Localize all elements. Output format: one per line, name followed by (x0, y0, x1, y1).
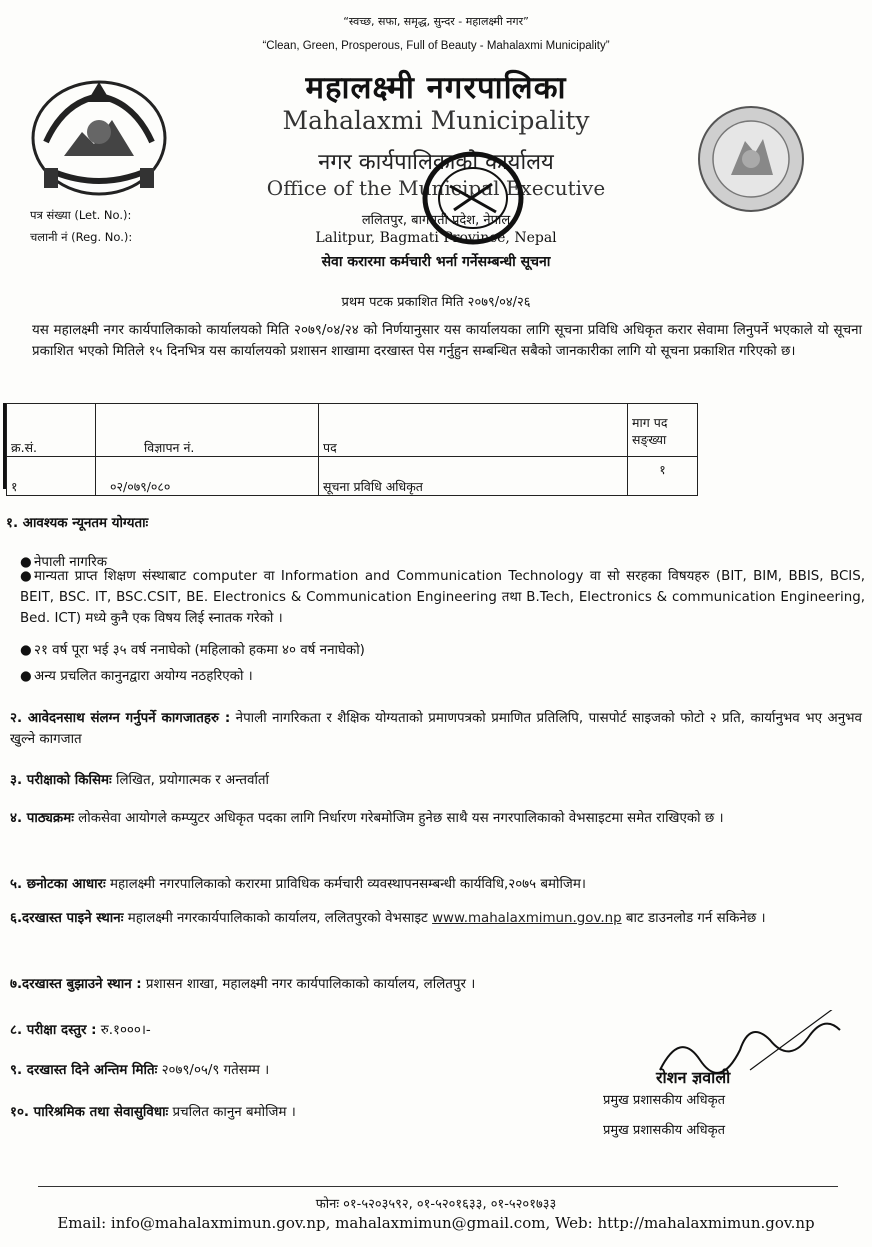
section-text: प्रशासन शाखा, महालक्ष्मी नगर कार्यपालिकाको कार्यालय, ललितपुर । (145, 977, 476, 992)
list-item-text: २१ वर्ष पूरा भई ३५ वर्ष ननाघेको (महिलाको हकमा ४० वर्ष ननाघेको) (34, 643, 365, 658)
list-item (20, 666, 865, 687)
nepal-emblem-icon (24, 72, 174, 204)
section-text: लिखित, प्रयोगात्मक र अन्तर्वार्ता (116, 773, 270, 788)
table-header-cell: पद (319, 404, 628, 457)
footer-phone: फोनः ०१-५२०३५९२, ०१-५२०१६३३, ०१-५२०१७३३ (315, 1197, 557, 1212)
signatory-title: प्रमुख प्रशासकीय अधिकृत (603, 1123, 726, 1138)
section-label: ४. पाठ्यक्रमः (10, 811, 74, 826)
publish-date: प्रथम पटक प्रकाशित मिति २०७९/०४/२६ (341, 295, 531, 310)
section-text: लोकसेवा आयोगले कम्प्युटर अधिकृत पदका लागि निर्धारण गरेबमोजिम हुनेछ साथै यस नगरपालिकाको वेभसाइटमा समेत राखिएको छ । (78, 811, 724, 826)
footer-divider (38, 1186, 838, 1187)
list-item-text: अन्य प्रचलित कानुनद्वारा अयोग्य नठहरिएको । (34, 669, 253, 684)
letter-number-label: पत्र संख्या (Let. No.): (30, 208, 132, 222)
motto-nepali: “स्वच्छ, सफा, समृद्ध, सुन्दर - महालक्ष्मी नगर” (343, 15, 529, 28)
table-cell: ०२/०७९/०८० (96, 457, 319, 496)
section-label: ७.दरखास्त बुझाउने स्थान : (10, 977, 142, 992)
registration-number-label: चलानी नं (Reg. No.): (30, 230, 133, 244)
section-label: ५. छनोटका आधारः (10, 877, 106, 892)
footer-contact: Email: info@mahalaxmimun.gov.np, mahalaxmimun@gmail.com, Web: http://mahalaxmimun.gov.np (57, 1214, 815, 1232)
intro-paragraph: यस महालक्ष्मी नगर कार्यपालिकाको कार्यालयको मिति २०७९/०४/२४ को निर्णयानुसार यस कार्यालयका लागि सूचना प्रविधि अधिकृत करार सेवामा लिनुपर्ने भएकाले यो सूचना प्रकाशित भएको मितिले १५ दिनभित्र यस कार्यालयको प्रशासन शाखामा दरखास्त पेस गर्नुहुन सम्बन्धित सबैको जानकारीका लागि यो सूचना प्रकाशित गरिएको छ। (32, 323, 862, 359)
municipality-seal-icon (697, 105, 805, 213)
notice-title: सेवा करारमा कर्मचारी भर्ना गर्नेसम्बन्धी सूचना (321, 254, 551, 270)
address-nepali: ललितपुर, बागमती प्रदेश, नेपाल (361, 213, 511, 228)
section-text: रु.१०००।- (100, 1023, 151, 1038)
bullet-icon: ● (20, 569, 32, 584)
section-text: नेपाली नागरिकता र शैक्षिक योग्यताको प्रमाणपत्रको प्रमाणित प्रतिलिपि, पासपोर्ट साइजको फोटो २ प्रति, कार्यानुभव भए अनुभव खुल्ने कागजात (10, 711, 862, 747)
table-header-cell: माग पद सङ्ख्या (628, 404, 698, 457)
website-link[interactable]: www.mahalaxmimun.gov.np (432, 911, 622, 926)
section-label: २. आवेदनसाथ संलग्न गर्नुपर्ने कागजातहरु : (10, 711, 231, 726)
table-cell: १ (7, 457, 96, 496)
municipality-name-nepali: महालक्ष्मी नगरपालिका (305, 70, 567, 106)
list-item (20, 566, 865, 629)
section-text: महालक्ष्मी नगरपालिकाको करारमा प्राविधिक कर्मचारी व्यवस्थापनसम्बन्धी कार्यविधि,२०७५ बमोजिम। (110, 877, 586, 892)
post-table (6, 403, 698, 496)
bullet-icon: ● (20, 643, 32, 658)
signatory-title: प्रमुख प्रशासकीय अधिकृत (603, 1093, 726, 1108)
section-label: ९. दरखास्त दिने अन्तिम मितिः (10, 1063, 158, 1078)
section-10 (10, 1102, 510, 1123)
section-8 (10, 1020, 510, 1041)
section-text: प्रचलित कानुन बमोजिम । (172, 1105, 296, 1120)
table-cell: १ (628, 457, 698, 496)
list-item-text: नेपाली नागरिक (34, 555, 107, 570)
signatory-name: रोशन ज्ञवाली (656, 1068, 731, 1087)
section-6 (10, 908, 862, 929)
list-item-text: मान्यता प्राप्त शिक्षण संस्थाबाट computer वा Information and Communication Technology वा सो सरहका विषयहरु (BIT, BIM, BBIS, BCIS, BEIT, BSC. IT, BSC.CSIT, BE. Electronics & Communication Engineering तथा B.Tech, Electronics & communication Engineering, Bed. ICT) मध्ये कुनै एक विषय लिई स्नातक गरेको । (20, 569, 865, 626)
section-5 (10, 874, 862, 895)
section-label: ६.दरखास्त पाइने स्थानः (10, 911, 124, 926)
section-2 (10, 708, 862, 750)
section-7 (10, 974, 862, 995)
list-item (20, 640, 865, 661)
municipality-name-english: Mahalaxmi Municipality (282, 106, 590, 135)
bullet-icon: ● (20, 555, 32, 570)
bullet-icon: ● (20, 669, 32, 684)
section-4 (10, 808, 862, 829)
section-1-title: १. आवश्यक न्यूनतम योग्यताः (6, 516, 149, 531)
motto-english: “Clean, Green, Prosperous, Full of Beauty - Mahalaxmi Municipality” (262, 40, 610, 52)
table-cell: सूचना प्रविधि अधिकृत (319, 457, 628, 496)
section-3 (10, 770, 840, 791)
section-9 (10, 1060, 510, 1081)
section-text: महालक्ष्मी नगरकार्यपालिकाको कार्यालय, ललितपुरको वेभसाइट (127, 911, 428, 926)
office-stamp-icon (398, 138, 548, 258)
office-name-english: Office of the Municipal Executive (266, 176, 606, 200)
address-english: Lalitpur, Bagmati Province, Nepal (315, 230, 557, 246)
section-text: बाट डाउनलोड गर्न सकिनेछ । (625, 911, 766, 926)
table-header-cell: विज्ञापन नं. (96, 404, 319, 457)
section-label: ३. परीक्षाको किसिमः (10, 773, 112, 788)
office-name-nepali: नगर कार्यपालिकाको कार्यालय (318, 150, 554, 175)
table-header-cell: क्र.सं. (7, 404, 96, 457)
table-header-row (7, 404, 698, 457)
section-label: १०. पारिश्रमिक तथा सेवासुविधाः (10, 1105, 169, 1120)
section-text: २०७९/०५/९ गतेसम्म । (161, 1063, 270, 1078)
table-row (7, 457, 698, 496)
section-label: ८. परीक्षा दस्तुर : (10, 1023, 97, 1038)
